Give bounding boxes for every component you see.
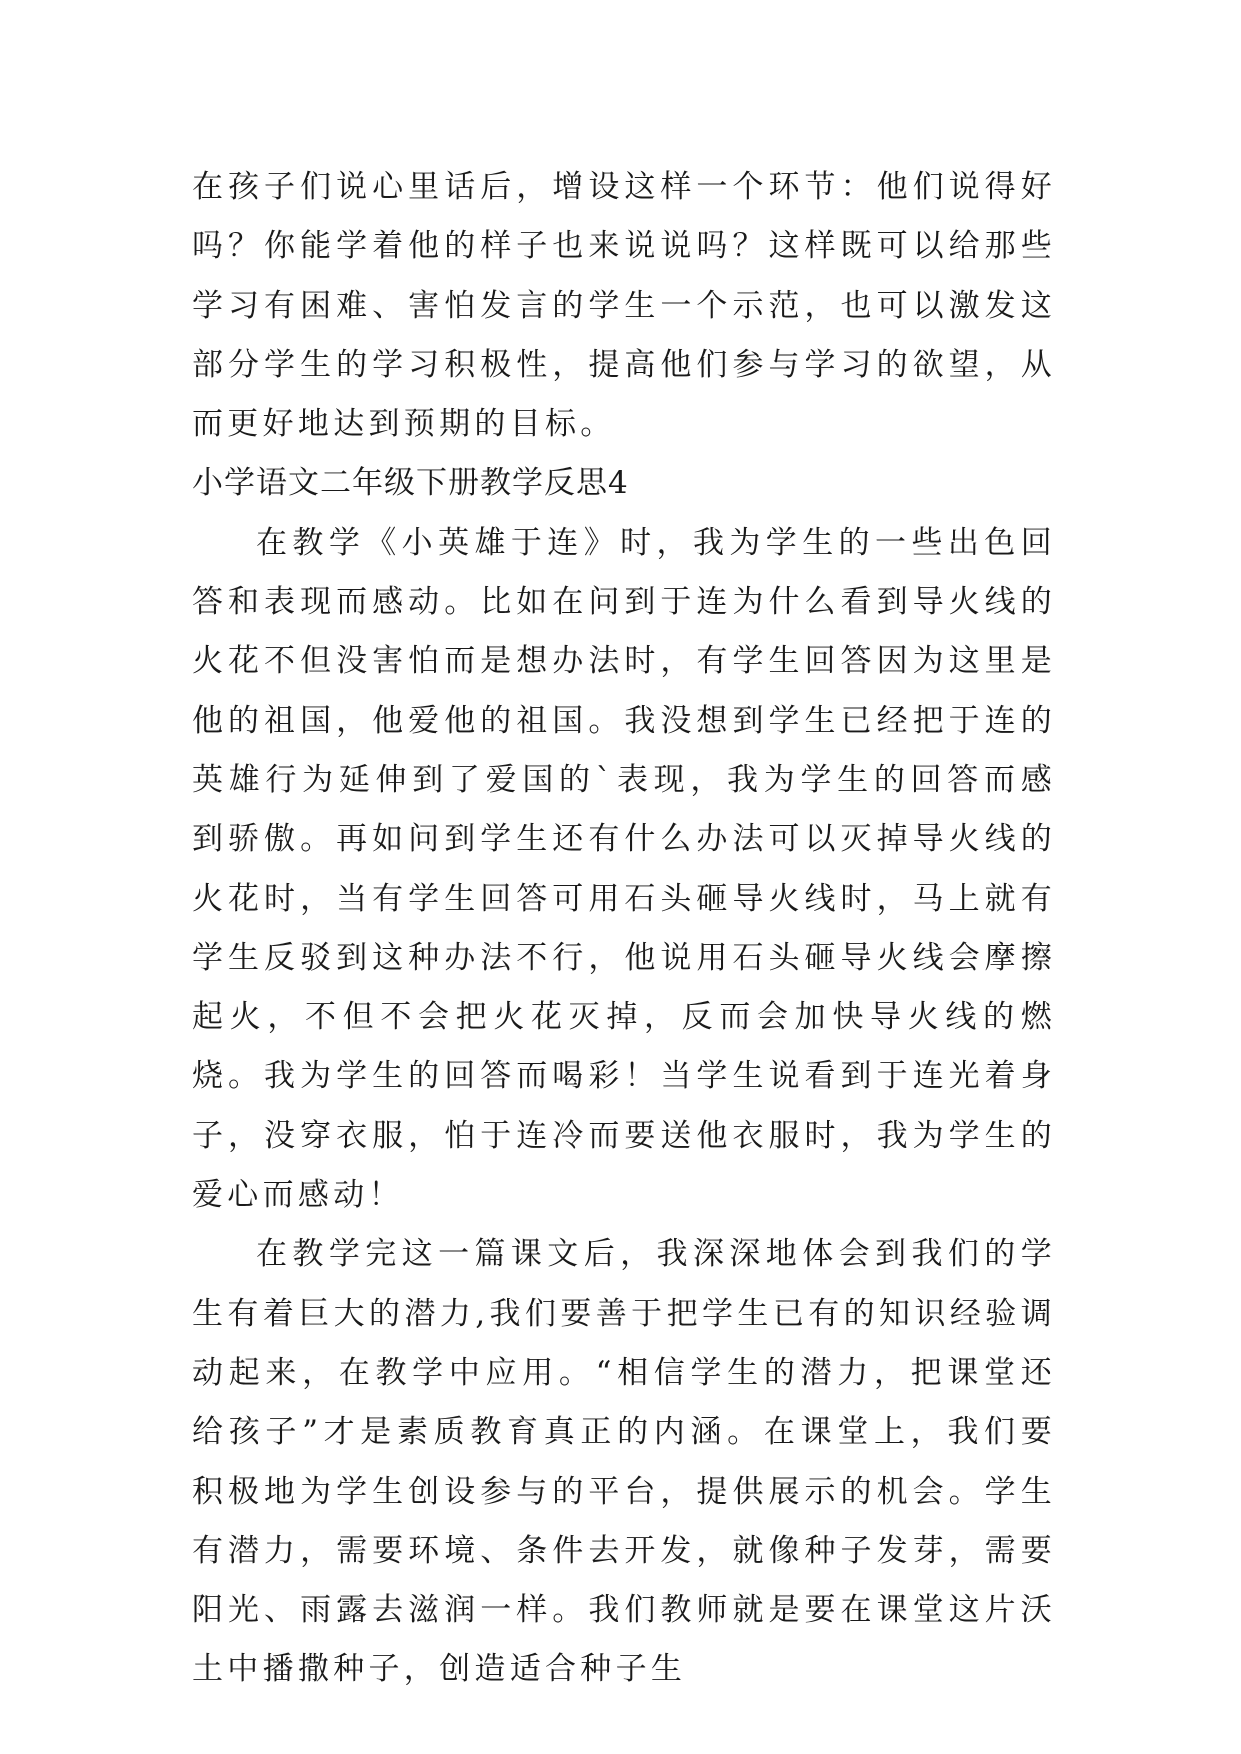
paragraph-2: 在教学完这一篇课文后，我深深地体会到我们的学生有着巨大的潜力,我们要善于把学生已有的知识经验调动起来，在教学中应用。“相信学生的潜力，把课堂还给孩子”才是素质教育真正的内涵。在课堂上，我们要积极地为学生创设参与的平台，提供展示的机会。学生有潜力，需要环境、条件去开发，就像种子发芽，需要阳光、雨露去滋润一样。我们教师就是要在课堂这片沃土中播撒种子，创造适合种子生: [192, 1236, 1056, 1688]
paragraph-1: 在教学《小英雄于连》时，我为学生的一些出色回答和表现而感动。比如在问到于连为什么看到导火线的火花不但没害怕而是想办法时，有学生回答因为这里是他的祖国，他爱他的祖国。我没想到学生已经把于连的英雄行为延伸到了爱国的`表现，我为学生的回答而感到骄傲。再如问到学生还有什么办法可以灭掉导火线的火花时，当有学生回答可用石头砸导火线时，马上就有学生反驳到这种办法不行，他说用石头砸导火线会摩擦起火，不但不会把火花灭掉，反而会加快导火线的燃烧。我为学生的回答而喝彩！当学生说看到于连光着身子，没穿衣服，怕于连冷而要送他衣服时，我为学生的爱心而感动！: [192, 524, 1056, 1214]
paragraph-continued: 在孩子们说心里话后，增设这样一个环节：他们说得好吗？你能学着他的样子也来说说吗？这样既可以给那些学习有困难、害怕发言的学生一个示范，也可以激发这部分学生的学习积极性，提高他们参与学习的欲望，从而更好地达到预期的目标。: [192, 169, 1056, 443]
document-body: [192, 158, 1056, 1700]
section-heading: 小学语文二年级下册教学反思4: [192, 465, 629, 502]
